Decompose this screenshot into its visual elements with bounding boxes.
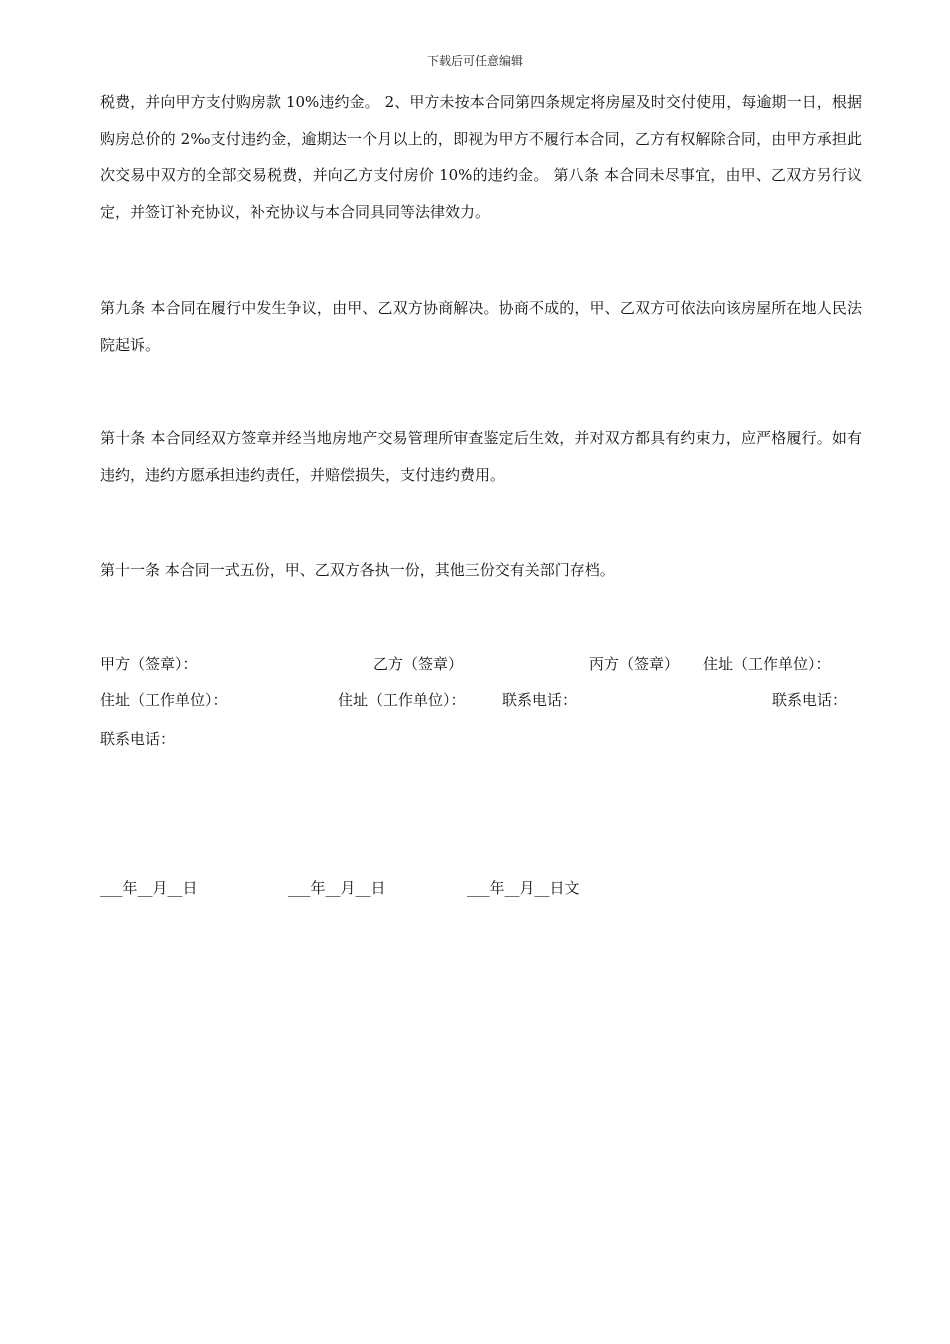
address-label-1: 住址（工作单位）： (703, 655, 831, 673)
address-label-3: 住址（工作单位）： (338, 691, 466, 709)
date-line-3: ___年__月__日文 (467, 879, 580, 897)
clause-paragraph-11: 第十一条 本合同一式五份，甲、乙双方各执一份，其他三份交有关部门存档。 (100, 561, 615, 579)
phone-label-2: 联系电话： (772, 691, 848, 709)
address-label-2: 住址（工作单位）： (100, 691, 228, 709)
clause-paragraph-9: 第九条 本合同在履行中发生争议，由甲、乙双方协商解决。协商不成的，甲、乙双方可依法向该房屋所在地人民法院起诉。 (100, 299, 862, 354)
party-a-signature-label: 甲方（签章）： (100, 655, 198, 673)
clause-paragraph-10: 第十条 本合同经双方签章并经当地房地产交易管理所审查鉴定后生效，并对双方都具有约束力，应严格履行。如有违约，违约方愿承担违约责任，并赔偿损失，支付违约费用。 (100, 429, 862, 484)
clause-paragraph-penalty: 税费，并向甲方支付购房款 10%违约金。 2、甲方未按本合同第四条规定将房屋及时交付使用，每逾期一日，根据购房总价的 2‰支付违约金，逾期达一个月以上的，即视为甲方不履行本合同，乙方有权解除合同，由甲方承担此次交易中双方的全部交易税费，并向乙方支付房价 10%的违约金。 第八条 本合同未尽事宜，由甲、乙双方另行议定，并签订补充协议，补充协议与本合同具同等法律效力。 (100, 93, 862, 221)
phone-label-1: 联系电话： (502, 691, 578, 709)
party-c-signature-label: 丙方（签章） (589, 655, 680, 673)
date-line-1: ___年__月__日 (100, 879, 198, 897)
date-line-2: ___年__月__日 (288, 879, 386, 897)
phone-label-3: 联系电话： (100, 730, 176, 748)
page-header: 下载后可任意编辑 (426, 54, 523, 68)
party-b-signature-label: 乙方（签章） (373, 655, 464, 673)
